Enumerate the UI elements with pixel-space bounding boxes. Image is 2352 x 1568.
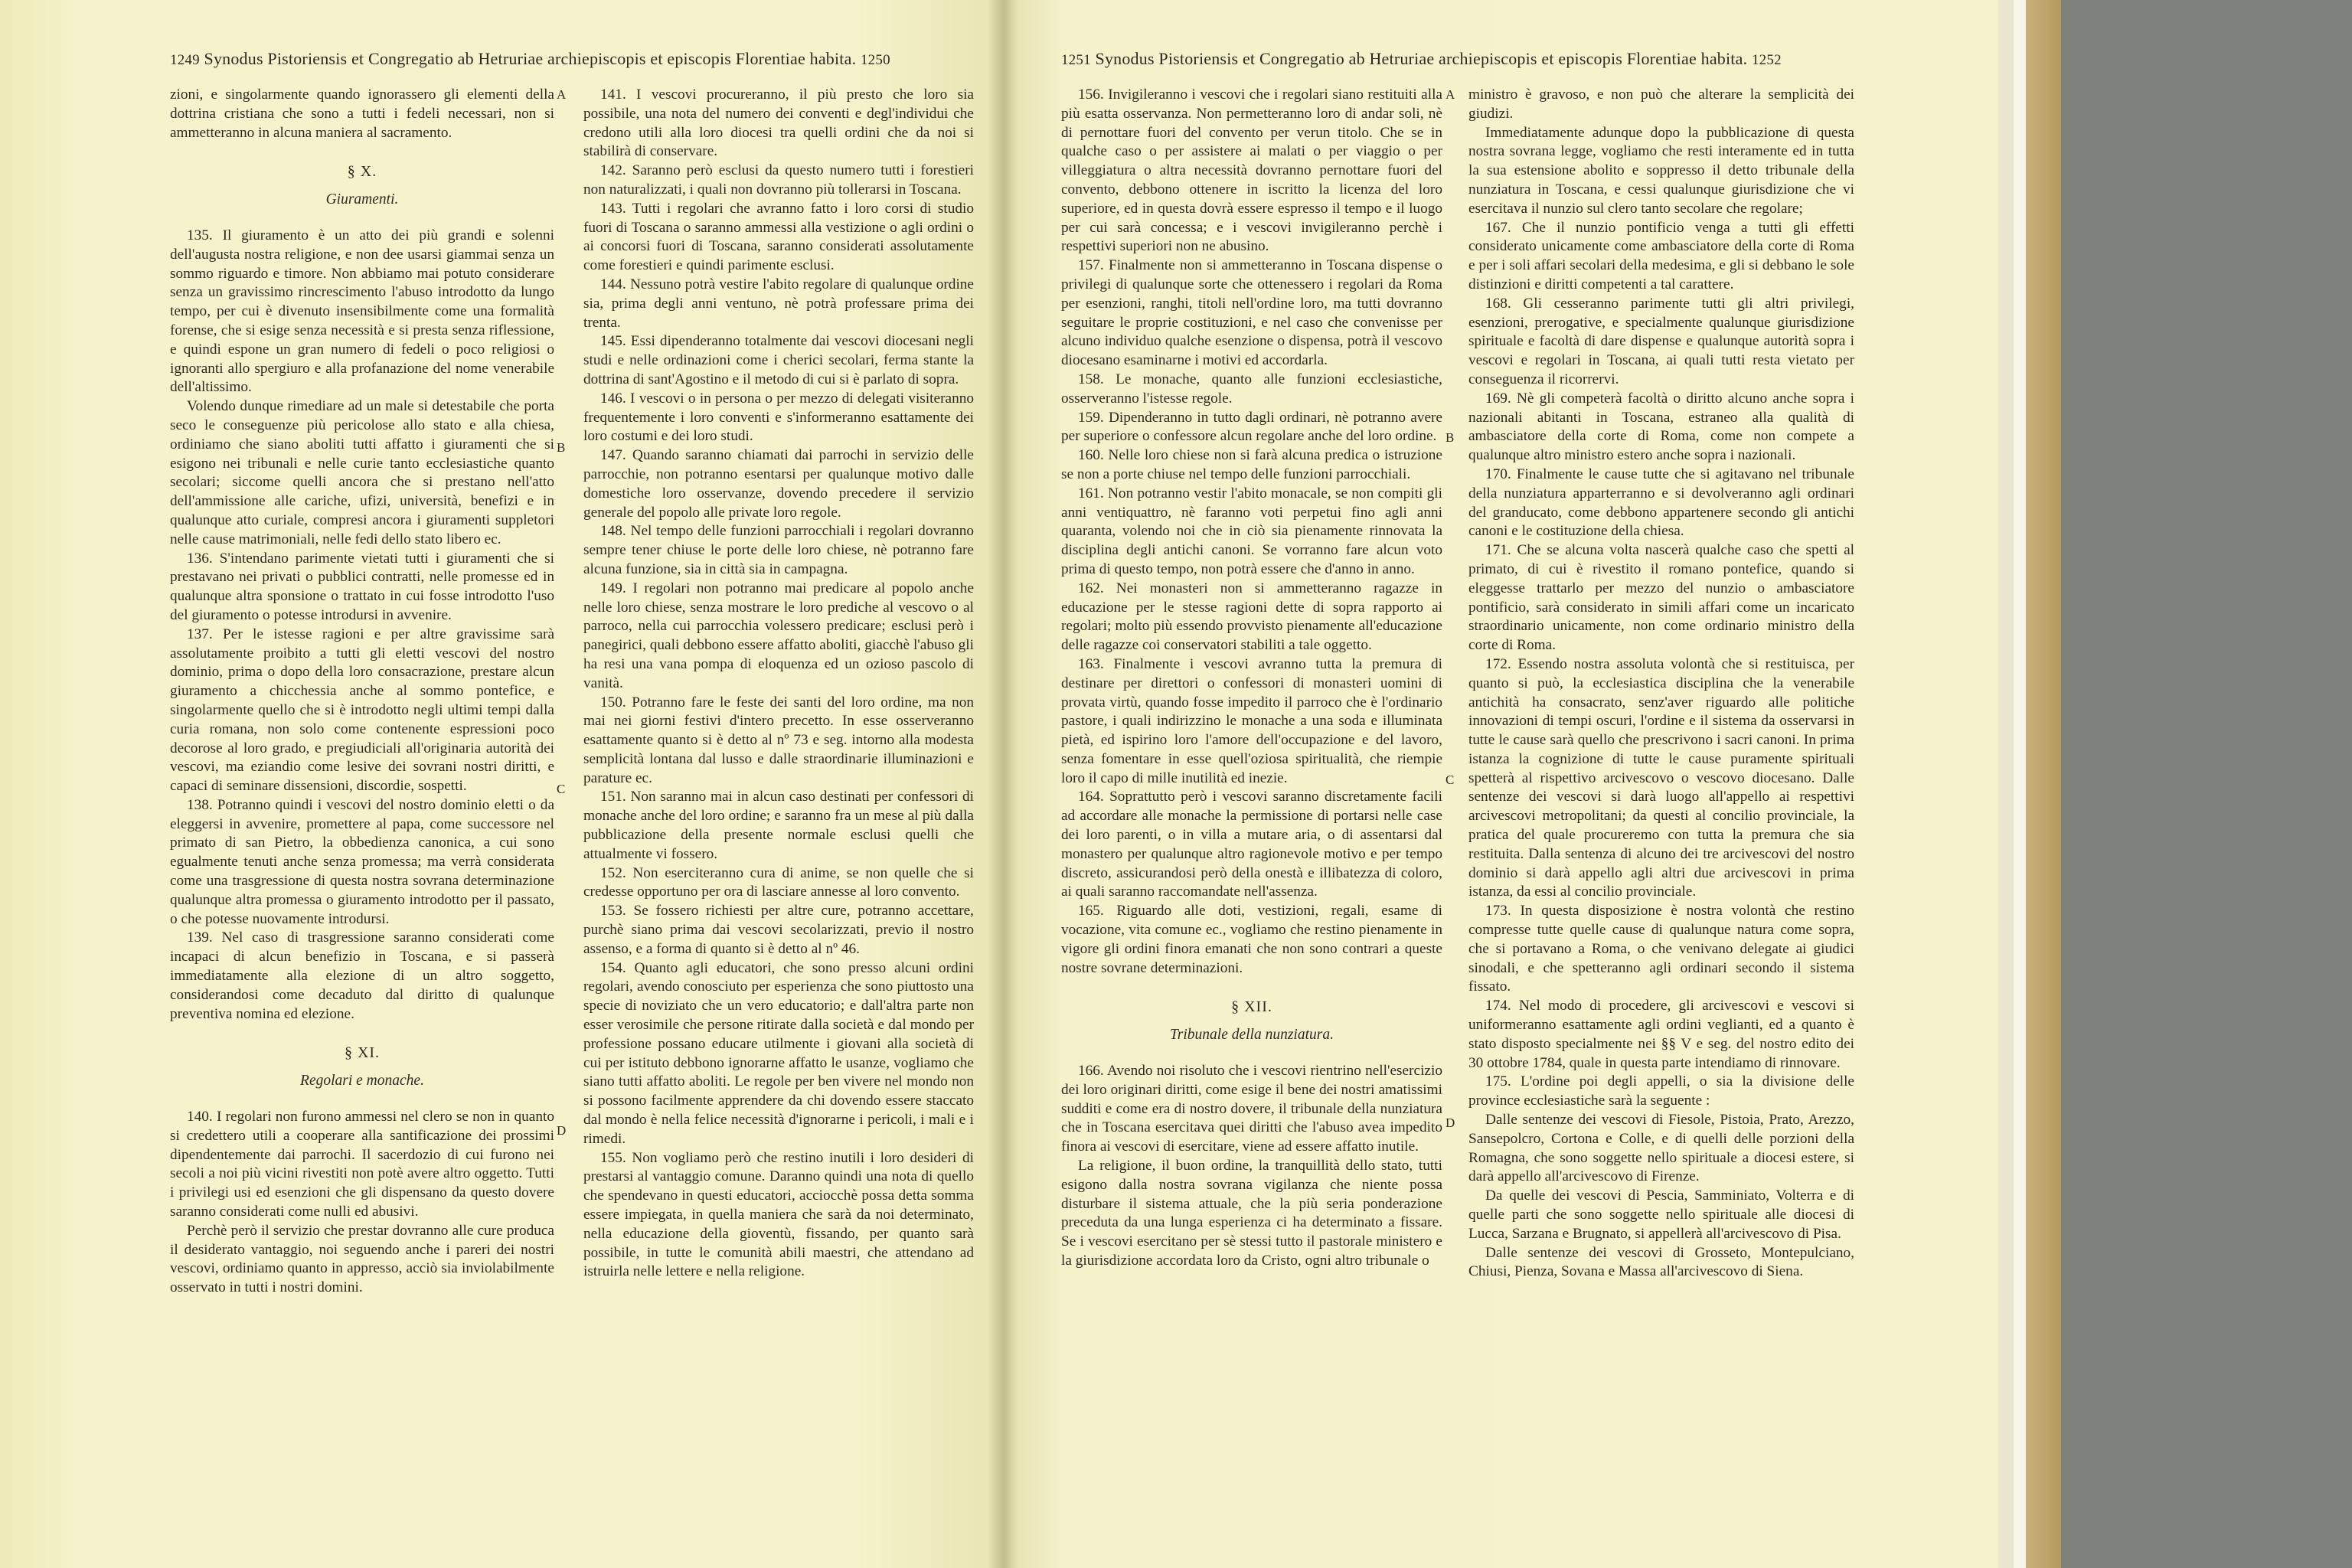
left-page-number-end: 1250 [860,52,890,68]
paragraph: 175. L'ordine poi degli appelli, o sia la divisione delle province ecclesiastiche sarà la seguente : [1468,1073,1854,1109]
paragraph: 171. Che se alcuna volta nascerà qualche caso che spetti al primato, di cui è rivestito il romano pontefice, quando si eleggesse trattarlo per mezzo del nunzio o ambasciatore pontificio, sarà considerato in simili affari come un incaricato straordinario unicamente, non come ordinario ministro della corte di Roma. [1468,542,1854,654]
section-subtitle: Giuramenti. [325,191,399,208]
paragraph: 137. Per le istesse ragioni e per altre gravissime sarà assolutamente proibito a tutti gli eletti vescovi del nostro dominio, prima o dopo della loro consacrazione, prestare alcun giuramento a chicchessia anche al sommo pontefice, e singolarmente quello che si è introdotto negli ultimi tempi dalla curia romana, non solo come contenente espressioni poco decorose al loro grado, e pregiudiciali all'originaria autorità dei vescovi, ma eziandio come lesive dei sovrani nostri diritti, e capaci di seminare dissensioni, discordie, sospetti. [170,626,554,795]
paragraph: 167. Che il nunzio pontificio venga a tutti gli effetti considerato unicamente come ambasciatore della corte di Roma e per i soli affari secolari della medesima, e gli si debbano le sole distinzioni e diritti competenti a tal carattere. [1468,219,1854,292]
paragraph: 161. Non potranno vestir l'abito monacale, se non compiti gli anni ventiquattro, nè faranno voti perpetui fino agli anni quaranta, volendo noi che in ciò sia pienamente rinnovata la disciplina degli antichi canoni. Se vorranno fare alcun voto prima di questo tempo, non potrà essere che d'anno in anno. [1061,485,1442,577]
paragraph: Immediatamente adunque dopo la pubblicazione di questa nostra sovrana legge, vogliamo che resti interamente ed in tutta la sua estensione abolito e soppresso il detto tribunale della nunziatura in Toscana, e cessi qualunque giurisdizione che vi esercitava il nunzio sul clero tanto secolare che regolare; [1468,124,1854,217]
paragraph: 144. Nessuno potrà vestire l'abito regolare di qualunque ordine sia, prima degli anni ventuno, nè potrà professare prima dei trenta. [583,276,974,331]
margin-letter-a: A [1446,87,1455,102]
book-cover-edge [2026,0,2061,1568]
paragraph: 172. Essendo nostra assoluta volontà che si restituisca, per quanto si può, la ecclesiastica disciplina che la venerabile antichità ha consacrato, senz'aver riguardo alle politiche innovazioni di tempi oscuri, l'ordine e il sistema da osservarsi in tutte le cause sarà quello che prescrivono i sacri canoni. In prima istanza la cognizione di tutte le cause puramente spirituali spetterà al rispettivo arcivescovo o vescovo diocesano. Dalle sentenze dei vescovi si darà luogo all'appello ai respettivi arcivescovi metropolitani; da questi al concilio provinciale, la pratica del quale procureremo con tutta la premura che sia restituita. Dalla sentenza di alcuno dei tre arcivescovi del nostro dominio si darà appello agli altri due arcivescovi in prima istanza, da essi al concilio provinciale. [1468,655,1854,900]
paragraph: 136. S'intendano parimente vietati tutti i giuramenti che si prestavano nei privati o pubblici contratti, nelle promesse ed in qualunque altra sponsione o trattato in cui fosse introdotto l'uso del giuramento o potesse introdursi in avvenire. [170,550,554,623]
paragraph: 169. Nè gli competerà facoltà o diritto alcuno anche sopra i nazionali abitanti in Toscana, estraneo alla qualità di ambasciatore della corte di Roma, come non compete a qualunque altro ministro estero anche sopra i nazionali. [1468,390,1854,464]
paragraph: 147. Quando saranno chiamati dai parrochi in servizio delle parrocchie, non potranno esentarsi per qualunque motivo dalle domestiche loro osservanze, dovendo precedere il servizio generale del popolo alle private loro regole. [583,447,974,521]
paragraph: 156. Invigileranno i vescovi che i regolari siano restituiti alla più esatta osservanza. Non permetteranno loro di andar soli, nè di pernottare fuori del convento per verun titolo. Che se in qualche caso o per assistere ai malati o per viaggio o per villeggiatura o altra necessità dovranno pernottare fuori del convento, debbono ottenere in iscritto la licenza del loro superiore, ed in questa dovrà essere espresso il tempo e il luogo per cui sarà concessa; e i vescovi invigileranno perchè i respettivi superiori non ne abusino. [1061,87,1442,255]
paragraph: 159. Dipenderanno in tutto dagli ordinari, nè potranno avere per superiore o confessore alcun regolare anche del loro ordine. [1061,409,1442,445]
paragraph: 152. Non eserciteranno cura di anime, se non quelle che si credesse opportuno per ora di lasciare annesse al loro convento. [583,864,974,900]
margin-letter-d: D [557,1123,567,1138]
paragraph: 138. Potranno quindi i vescovi del nostro dominio eletti o da eleggersi in avvenire, promettere al papa, come successore nel primato di san Pietro, la obbedienza canonica, a cui sono egualmente tenuti anche senza promessa; ma verrà considerata come una trasgressione di questa nostra sovrana determinazione qualunque altra promessa o giuramento introdotto per il passato, o che potesse nuovamente introdursi. [170,796,554,927]
paragraph: 162. Nei monasteri non si ammetteranno ragazze in educazione per le stesse ragioni dette di sopra rapporto ai regolari; molto più essendo provvisto pienamente all'educazione delle ragazze coi conservatori stabiliti a tale oggetto. [1061,580,1442,654]
paragraph: 155. Non vogliamo però che restino inutili i loro desideri di prestarsi al vantaggio comune. Daranno quindi una nota di quello che spendevano in questi educatori, acciocchè possa detta somma essere impiegata, in quella maniera che sarà da noi determinato, nella educazione della gioventù, fissando, per quanto sarà possibile, in tutte le comunità abili maestri, che attendano ad istruirla nelle lettere e nella religione. [583,1149,974,1280]
paragraph: Volendo dunque rimediare ad un male si detestabile che porta seco le conseguenze più pericolose allo stato e alla chiesa, ordiniamo che siano aboliti tutti affatto i giuramenti che si esigono nei tribunali e nelle curie tanto ecclesiastiche quanto secolari; siccome quelli ancora che si prestano nell'atto dell'ammissione alle cariche, ufizi, università, benefizi e in qualunque atto curiale, compresi ancora i giuramenti suppletori nelle cause matrimoniali, nelle fedi dello stato libero ec. [170,398,554,547]
paragraph: 174. Nel modo di procedere, gli arcivescovi e vescovi si uniformeranno esattamente agli ordini veglianti, ed a quanto è stato disposto specialmente nei §§ V e seg. del nostro edito dei 30 ottobre 1784, quale in questa parte intendiamo di rinnovare. [1468,998,1854,1071]
paragraph: Dalle sentenze dei vescovi di Grosseto, Montepulciano, Chiusi, Pienza, Sovana e Massa all'arcivescovo di Siena. [1468,1244,1854,1280]
right-column-1 [1061,86,1442,1271]
section-heading: § X. [347,163,377,181]
paragraph: 173. In questa disposizione è nostra volontà che restino compresse tutte quelle cause di qualunque natura come sopra, che si portavano a Roma, o che venivano delegate ai giudici sinodali, e che spetteranno agli ordinari secondo il sistema fissato. [1468,903,1854,995]
section-heading: § XII. [1231,998,1272,1016]
paragraph: 140. I regolari non furono ammessi nel clero se non in quanto si credettero utili a cooperare alla santificazione dei prossimi dipendentemente dai parrochi. Il sacerdozio di cui furono nei secoli a noi più vicini rivestiti non potè avere altro oggetto. Tutti i privilegi usi ed esenzioni che gli dispensano da questo dovere saranno considerati come nulli ed abusivi. [170,1109,554,1220]
right-page-number-start: 1251 [1061,52,1091,68]
section-subtitle: Tribunale della nunziatura. [1170,1027,1334,1044]
paragraph: 164. Soprattutto però i vescovi saranno discretamente facili ad accordare alle monache la permissione di portarsi nelle case dei loro parenti, o in villa a mutare aria, o di assentarsi dal monastero per qualunque altro ragionevole motivo e per tempo discreto, assicurandosi però della onestà e illibatezza di coloro, ai quali saranno raccomandate nell'assenza. [1061,789,1442,900]
paragraph: La religione, il buon ordine, la tranquillità dello stato, tutti esigono dalla nostra sovrana vigilanza che niente possa disturbare il sistema attuale, che la più seria ponderazione preceduta da una lunga esperienza ci ha determinato a fissare. Se i vescovi esercitano per sè stessi tutto il pastorale ministero e la giurisdizione accordata loro da Cristo, ogni altro tribunale o [1061,1158,1442,1269]
margin-letter-b: B [1446,430,1455,445]
paragraph: 163. Finalmente i vescovi avranno tutta la premura di destinare per direttori o confessori di monasteri uomini di provata virtù, quando fosse impedito il parroco che è l'ordinario pastore, i quali indirizzino le monache a una soda e illuminata pietà, ed ispirino loro l'amore dell'occupazione e del lavoro, senza fomentare in esse quell'oziosa spiritualità, che riempie loro il capo di mille inutilità ed inezie. [1061,655,1442,786]
paragraph: 139. Nel caso di trasgressione saranno considerati come incapaci di alcun benefizio in Toscana, e si passerà immediatamente alla elezione di un altro soggetto, considerandosi come decaduto dal diritto di qualunque preventiva nomina ed elezione. [170,929,554,1022]
right-page-number-end: 1252 [1751,52,1782,68]
paragraph: ministro è gravoso, e non può che alterare la semplicità dei giudizi. [1468,87,1854,122]
left-page-title: Synodus Pistoriensis et Congregatio ab Hetruriae archiepiscopis et episcopis Florentiae habita. [204,49,857,68]
left-column-1 [170,86,554,1298]
paragraph: Dalle sentenze dei vescovi di Fiesole, Pistoia, Prato, Arezzo, Sansepolcro, Cortona e Colle, e di quelli delle porzioni della Romagna, che sono soggette nello spirituale a diocesi estere, si darà appello all'arcivescovo di Firenze. [1468,1112,1854,1185]
margin-letter-b: B [557,440,566,455]
paragraph: 149. I regolari non potranno mai predicare al popolo anche nelle loro chiese, senza mostrare le loro prediche al vescovo o al parroco, nella cui parrocchia volessero predicare; esclusi però i panegirici, quali debbono essere affatto aboliti, giacchè l'abuso gli ha resi una vana pompa di eloquenza ed un ozioso pascolo di vanità. [583,580,974,691]
right-page-header [1061,49,1782,69]
paragraph: Da quelle dei vescovi di Pescia, Samminiato, Volterra e di quelle parti che sono soggette nello spirituale alle diocesi di Lucca, Sarzana e Brugnato, si appellerà all'arcivescovo di Pisa. [1468,1187,1854,1242]
left-page [0,0,1003,1568]
paragraph: 145. Essi dipenderanno totalmente dai vescovi diocesani negli studi e nelle ordinazioni come i cherici secolari, ferma stante la dottrina di sant'Agostino e il metodo di cui si è parlato di sopra. [583,333,974,387]
paragraph: 168. Gli cesseranno parimente tutti gli altri privilegi, esenzioni, prerogative, e specialmente qualunque giurisdizione spirituale e facoltà di dare dispense e qualunque autorità sopra i vescovi e regolari in Toscana, ai quali tutti resta vietato per conseguenza il ricorrervi. [1468,295,1854,387]
paragraph: 157. Finalmente non si ammetteranno in Toscana dispense o privilegi di qualunque sorte che ottenessero i regolari da Roma per esenzioni, ranghi, titoli nell'ordine loro, ma tutti dovranno seguitare le proprie costituzioni, e nel caso che convenisse per alcuno individuo qualche esenzione o dispensa, potrà il vescovo diocesano esaminarne i motivi ed accordarla. [1061,257,1442,369]
paragraph: 141. I vescovi procureranno, il più presto che loro sia possibile, una nota del numero dei conventi e degl'individui che credono utili alla loro diocesi tra quelli ordini che da noi si stabilirà di conservare. [583,87,974,160]
book-gutter [988,0,1018,1568]
right-page [1003,0,1998,1568]
paragraph: 153. Se fossero richiesti per altre cure, potranno accettare, purchè siano prima dai vescovi secolarizzati, previo il nostro assenso, e a forma di quanto si è detto al nº 46. [583,903,974,957]
paragraph: 166. Avendo noi risoluto che i vescovi rientrino nell'esercizio dei loro originari diritti, come esige il bene dei nostri amatissimi sudditi e come era di nostro dovere, il tribunale della nunziatura che in Toscana esercitava quei diritti che l'abuso avea impedito finora ai vescovi di esercitare, viene ad essere affatto inutile. [1061,1063,1442,1155]
paragraph: 143. Tutti i regolari che avranno fatto i loro corsi di studio fuori di Toscana o saranno ammessi alla vestizione o agli ordini o ai concorsi fuori di Toscana, saranno considerati assolutamente come forestieri e quindi parimente esclusi. [583,200,974,274]
paragraph: 158. Le monache, quanto alle funzioni ecclesiastiche, osserveranno l'istesse regole. [1061,371,1442,407]
section-subtitle: Regolari e monache. [300,1073,424,1089]
left-page-number-start: 1249 [170,52,200,68]
left-page-header [170,49,890,69]
paragraph: 165. Riguardo alle doti, vestizioni, regali, esame di vocazione, vita comune ec., vogliamo che restino pienamente in vigore gli ordini finora emanati che non sono contrari a queste nostre sovrane determinazioni. [1061,903,1442,976]
paragraph: 154. Quanto agli educatori, che sono presso alcuni ordini regolari, avendo conosciuto per esperienza che sono piuttosto una specie di noviziato che un vero educatorio; e dall'altra parte non esser verosimile che persone ritirate dalla società e dal mondo per professione possano educare utilmente i giovani alla società di cui per istituto debbono ignorarne affatto le usanze, vogliamo che siano tutti affatto aboliti. Le regole per ben vivere nel mondo non si possono facilmente apprendere da chi dovendo essere staccato dal mondo è nella felice necessità d'ignorarne i pericoli, i mali e i rimedi. [583,959,974,1147]
paragraph: zioni, e singolarmente quando ignorassero gli elementi della dottrina cristiana che sono a tutti i fedeli necessari, non si ammetteranno in alcuna maniera al sacramento. [170,87,554,141]
paragraph: 148. Nel tempo delle funzioni parrocchiali i regolari dovranno sempre tener chiuse le porte delle loro chiese, nè potranno fare alcuna funzione, sia in città sia in campagna. [583,523,974,577]
background [2061,0,2352,1568]
page-edges [1998,0,2014,1568]
margin-letter-c: C [1446,773,1455,787]
left-column-2 [583,86,974,1282]
paragraph: 151. Non saranno mai in alcun caso destinati per confessori di monache anche del loro ordine; e saranno fra un mese al più dalla pubblicazione della presente normale esclusi quelli che attualmente vi fossero. [583,789,974,862]
margin-letter-d: D [1446,1116,1455,1130]
page-edges-outer [2014,0,2026,1568]
margin-letter-c: C [557,782,566,796]
paragraph: 170. Finalmente le cause tutte che si agitavano nel tribunale della nunziatura apparterranno e si devolveranno agli ordinari del granducato, come debbono appartenere secondo gli antichi canoni e le costituzione della chiesa. [1468,466,1854,540]
paragraph: 150. Potranno fare le feste dei santi del loro ordine, ma non mai nei giorni festivi d'intero precetto. In esse osserveranno esattamente quanto si è detto al nº 73 e seg. intorno alla modesta semplicità lontana dal lusso e dalle straordinarie illuminazioni e parature ec. [583,694,974,786]
right-column-2 [1468,86,1854,1282]
paragraph: 142. Saranno però esclusi da questo numero tutti i forestieri non naturalizzati, i quali non dovranno più tollerarsi in Toscana. [583,162,974,198]
section-heading: § XI. [344,1044,381,1062]
right-page-title: Synodus Pistoriensis et Congregatio ab Hetruriae archiepiscopis et episcopis Florentiae habita. [1095,49,1748,68]
paragraph: 135. Il giuramento è un atto dei più grandi e solenni dell'augusta nostra religione, e non dee usarsi giammai senza un sommo riguardo e timore. Non abbiamo mai potuto considerare senza un gravissimo rincrescimento l'abuso introdotto da lungo tempo, per cui è divenuto insensibilmente come una formalità forense, che si esige senza necessità e si presta senza riflessione, e quindi espone un gran numero di fedeli o poco religiosi o ignoranti allo spergiuro e alla profanazione del nome venerabile dell'altissimo. [170,227,554,396]
paragraph: 160. Nelle loro chiese non si farà alcuna predica o istruzione se non a porte chiuse nel tempo delle funzioni parrocchiali. [1061,447,1442,482]
paragraph: 146. I vescovi o in persona o per mezzo di delegati visiteranno frequentemente i loro conventi e s'informeranno esattamente dei loro costumi e dei loro studi. [583,390,974,445]
margin-letter-a: A [557,87,567,102]
paragraph: Perchè però il servizio che prestar dovranno alle cure produca il desiderato vantaggio, noi seguendo anche i pareri dei nostri vescovi, ordiniamo quanto in appresso, acciò sia inviolabilmente osservato in tutti i nostri domini. [170,1222,554,1296]
